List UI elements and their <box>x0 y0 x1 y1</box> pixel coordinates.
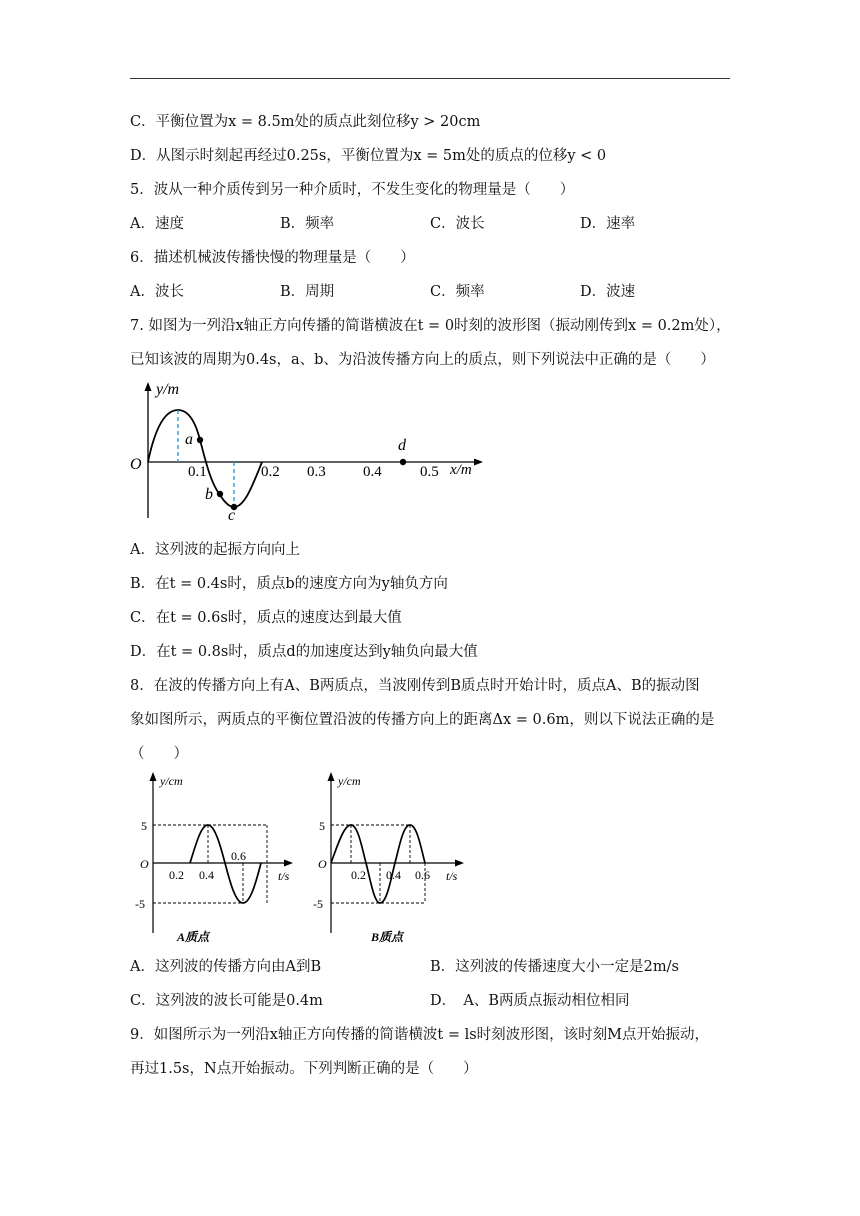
q8b-tick-0-6: 0.6 <box>415 868 430 882</box>
q8a-ymin-label: -5 <box>135 897 145 911</box>
q8a-ymax-label: 5 <box>141 819 147 833</box>
q6-option-b: B．周期 <box>280 284 335 300</box>
question-7-stem-line2: 已知该波的周期为0.4s，a、b、为沿波传播方向上的质点，则下列说法中正确的是（ ） <box>130 352 715 368</box>
question-5-stem: 5．波从一种介质传到另一种介质时，不发生变化的物理量是（ ） <box>130 182 575 198</box>
q8a-tick-0-2: 0.2 <box>169 868 184 882</box>
q8b-x-axis-label: t/s <box>446 869 458 883</box>
q6-option-c: C．频率 <box>430 284 485 300</box>
q8b-wave-curve <box>331 825 425 903</box>
q8a-caption: A质点 <box>177 930 210 944</box>
q8-option-d: D． A、B两质点振动相位相同 <box>430 993 630 1009</box>
q7-tick-0-2: 0.2 <box>261 464 280 480</box>
q8-b-vibration-graph <box>313 768 478 946</box>
q7-point-b <box>217 491 223 497</box>
question-6-stem: 6．描述机械波传播快慢的物理量是（ ） <box>130 250 415 266</box>
q6-option-d: D．波速 <box>580 284 636 300</box>
q8b-y-axis-label: y/cm <box>338 774 361 788</box>
question-9-stem-line1: 9．如图所示为一列沿x轴正方向传播的简谐横波t = ls时刻波形图，该时刻M点开始振动， <box>130 1027 710 1043</box>
q7-point-a <box>197 437 203 443</box>
q7-option-c: C．在t = 0.6s时，质点的速度达到最大值 <box>130 610 402 626</box>
q7-x-axis-label: x/m <box>450 462 472 478</box>
q7-y-axis-label: y/m <box>156 381 180 398</box>
q7-waveform-figure <box>125 378 495 528</box>
q8b-caption: B质点 <box>371 930 404 944</box>
q7-option-a: A．这列波的起振方向向上 <box>130 542 300 558</box>
q8a-wave-curve <box>190 825 261 903</box>
q5-option-a: A．速度 <box>130 216 184 232</box>
q8a-origin-label: O <box>140 857 149 871</box>
q8b-tick-0-2: 0.2 <box>351 868 366 882</box>
q7-point-d <box>400 459 406 465</box>
q7-option-b: B．在t = 0.4s时，质点b的速度方向为y轴负方向 <box>130 576 448 592</box>
q7-label-a: a <box>185 431 193 448</box>
q8-option-c: C．这列波的波长可能是0.4m <box>130 993 323 1009</box>
q4-option-d: D．从图示时刻起再经过0.25s，平衡位置为x = 5m处的质点的位移y < 0 <box>130 148 607 164</box>
q5-option-c: C．波长 <box>430 216 485 232</box>
q7-tick-0-5: 0.5 <box>420 464 439 480</box>
q4-option-c: C．平衡位置为x = 8.5m处的质点此刻位移y > 20cm <box>130 114 481 130</box>
q7-tick-0-4: 0.4 <box>363 464 382 480</box>
q7-tick-0-1: 0.1 <box>188 464 207 480</box>
q8b-ymax-label: 5 <box>319 819 325 833</box>
q5-option-b: B．频率 <box>280 216 335 232</box>
q7-tick-0-3: 0.3 <box>307 464 326 480</box>
q7-label-c: c <box>228 507 236 524</box>
q7-option-d: D．在t = 0.8s时，质点d的加速度达到y轴负向最大值 <box>130 644 478 660</box>
question-8-stem-line1: 8．在波的传播方向上有A、B两质点，当波刚传到B质点时开始计时，质点A、B的振动图 <box>130 678 700 694</box>
q6-option-a: A．波长 <box>130 284 184 300</box>
q8a-tick-0-6: 0.6 <box>231 849 246 863</box>
question-8-stem-line2: 象如图所示，两质点的平衡位置沿波的传播方向上的距离Δx = 0.6m，则以下说法正确的是 <box>130 712 715 728</box>
question-8-stem-line3: （ ） <box>130 746 188 762</box>
q5-option-d: D．速率 <box>580 216 636 232</box>
q8a-y-axis-label: y/cm <box>160 774 183 788</box>
q8b-tick-0-4: 0.4 <box>386 868 401 882</box>
question-9-stem-line2: 再过1.5s，N点开始振动。下列判断正确的是（ ） <box>130 1061 478 1077</box>
q8-option-a: A．这列波的传播方向由A到B <box>130 959 322 975</box>
question-7-stem-line1: 7. 如图为一列沿x轴正方向传播的简谐横波在t = 0时刻的波形图（振动刚传到x = 0.2m处）， <box>130 318 731 334</box>
q8b-ymin-label: -5 <box>313 897 323 911</box>
q8-a-vibration-graph <box>135 768 300 946</box>
q8-option-b: B．这列波的传播速度大小一定是2m/s <box>430 959 679 975</box>
header-rule <box>130 78 730 79</box>
q8a-x-axis-label: t/s <box>278 869 290 883</box>
q8a-tick-0-4: 0.4 <box>199 868 214 882</box>
q7-label-b: b <box>205 486 213 503</box>
q7-origin-label: O <box>130 456 142 473</box>
q8b-origin-label: O <box>318 857 327 871</box>
q7-label-d: d <box>398 437 406 454</box>
